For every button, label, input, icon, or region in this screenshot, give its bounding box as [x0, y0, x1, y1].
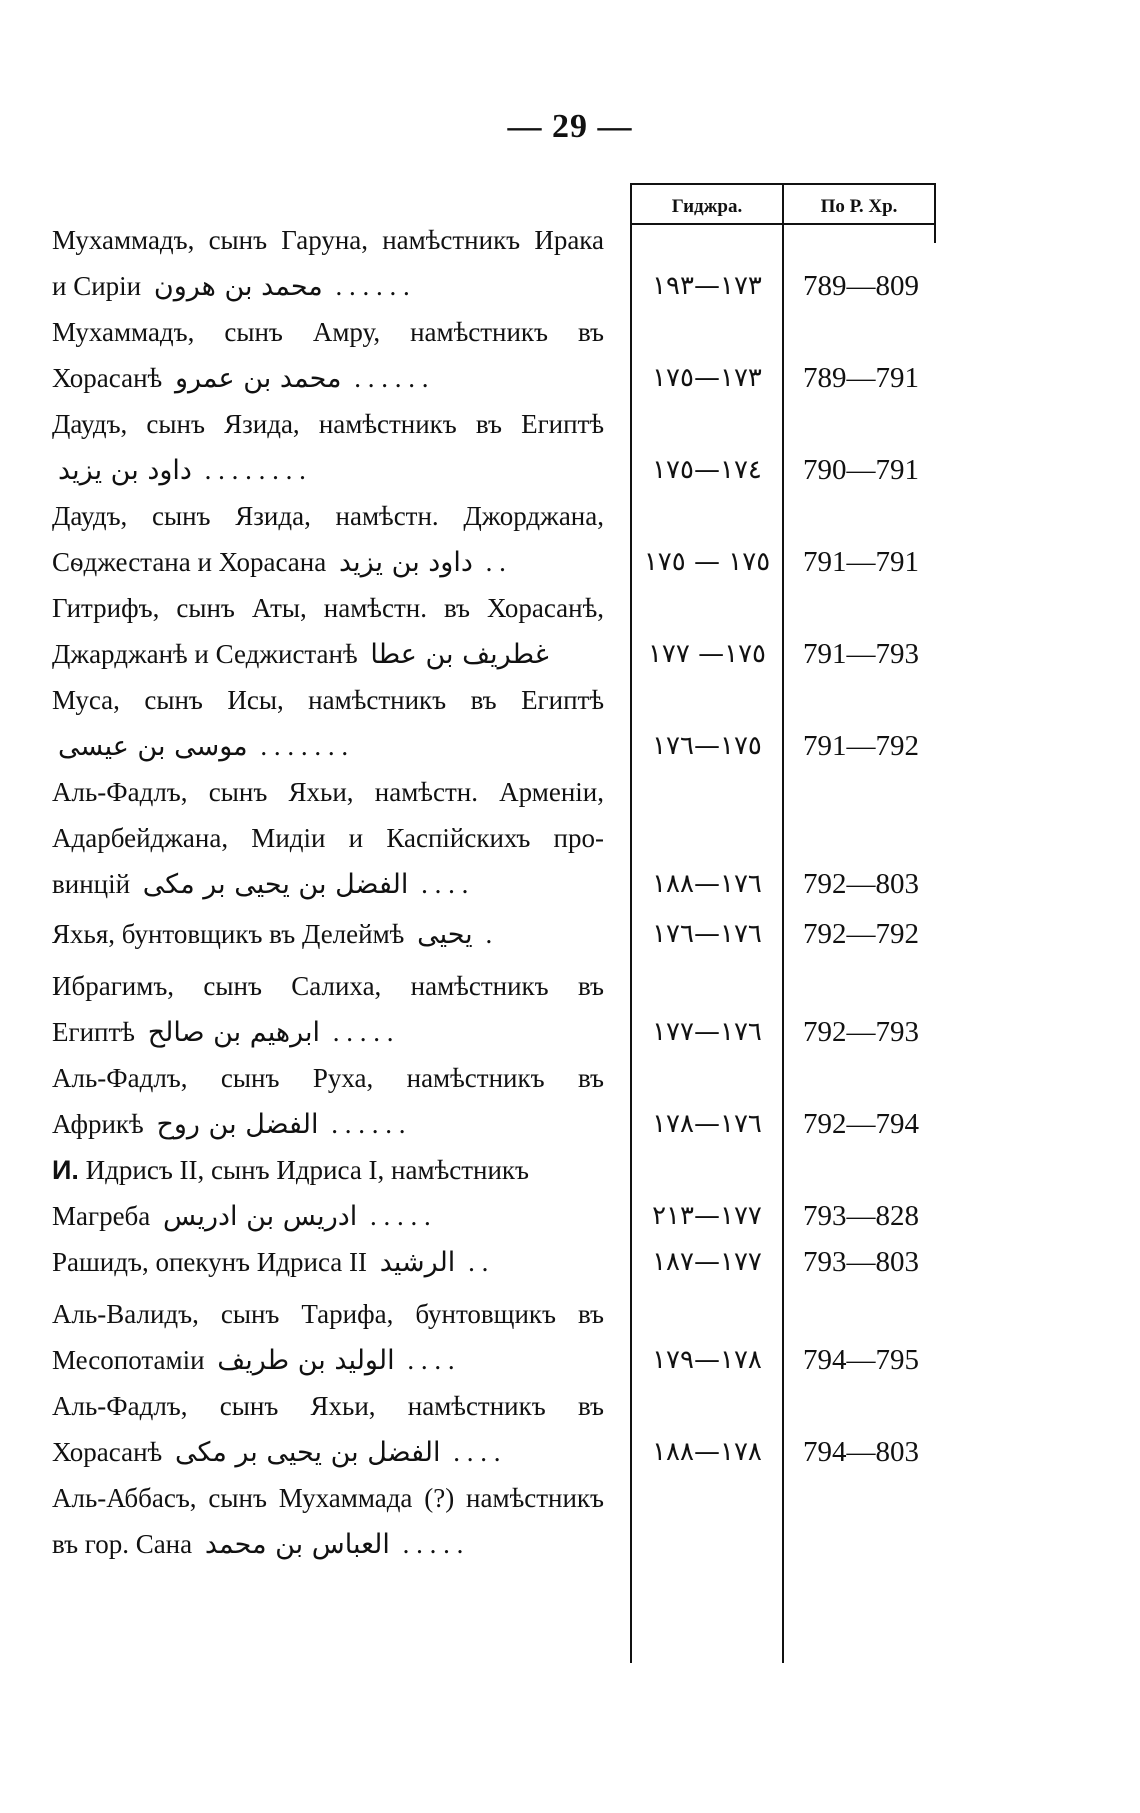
column-header-hijra: Гиджра. [671, 196, 743, 217]
leader-dots: . . [485, 547, 506, 577]
leader-dots: . . . . . . . . [204, 455, 306, 485]
entry-text-line: Ибрагимъ, сынъ Салиха, намѣстникъ въ [52, 971, 604, 1001]
leader-dots: . . . . . . [335, 271, 410, 301]
arabic-name: الفضل بن يحيى بر مكى [142, 869, 409, 900]
entry-text: винцій [52, 869, 131, 899]
hijra-years: ١٧٥—١٧٦ [652, 731, 762, 761]
entry-text: Хорасанѣ [52, 363, 163, 393]
leader-dots: . . . . . [370, 1201, 431, 1231]
entry-text: Магреба [52, 1201, 151, 1231]
leader-dots: . [485, 919, 493, 949]
entry-text: Африкѣ [52, 1109, 144, 1139]
entry-text-line-final [52, 1242, 604, 1283]
leader-dots: . . [468, 1247, 489, 1277]
hijra-years: ١٧٥— ١٧٧ [647, 639, 767, 669]
christian-years: 791—792 [803, 730, 919, 762]
entry-text-line [52, 1150, 604, 1190]
entry-text: Месопотаміи [52, 1345, 205, 1375]
entry-text-line-final [52, 914, 604, 955]
christian-years: 791—791 [803, 546, 919, 578]
entry-text: Рашидъ, опекунъ Идриса II [52, 1247, 367, 1277]
arabic-name: يحيى [417, 919, 473, 950]
entry-text-line: Даудъ, сынъ Язида, намѣстникъ въ Египтѣ [52, 409, 604, 439]
entry-text-line-final [52, 266, 604, 307]
entry-text-line-final [52, 864, 604, 905]
hijra-years: ١٧٦—١٨٨ [652, 869, 762, 899]
entry-text-line: Гитрифъ, сынъ Аты, намѣстн. въ Хорасанѣ, [52, 593, 604, 623]
leader-dots: . . . . . . [354, 363, 429, 393]
leader-dots: . . . . . . . [260, 731, 349, 761]
entry-text-line: Мухаммадъ, сынъ Гаруна, намѣстникъ Ирака [52, 225, 604, 255]
arabic-name: ابرهيم بن صالح [147, 1017, 320, 1048]
christian-years: 792—803 [803, 868, 919, 900]
entry-text-line-final [52, 450, 604, 491]
christian-years: 792—794 [803, 1108, 919, 1140]
entry-text-line-final [52, 1432, 604, 1473]
christian-years: 792—792 [803, 918, 919, 950]
hijra-years: ١٧٨—١٧٩ [652, 1345, 762, 1375]
hijra-years: ١٧٧—١٨٧ [652, 1247, 762, 1277]
entry-text-line-final [52, 634, 604, 675]
entry-lead: И. [52, 1155, 79, 1185]
table-rule-top [630, 183, 936, 185]
christian-years: 793—828 [803, 1200, 919, 1232]
entry-text-line: Даудъ, сынъ Язида, намѣстн. Джорджана, [52, 501, 604, 531]
christian-years: 791—793 [803, 638, 919, 670]
leader-dots: . . . . . . [331, 1109, 406, 1139]
hijra-years: ١٧٦—١٧٨ [652, 1109, 762, 1139]
leader-dots: . . . . [453, 1437, 501, 1467]
hijra-years: ١٧٣—١٧٥ [652, 363, 762, 393]
entry-text-line-final [52, 1524, 604, 1565]
arabic-name: موسى بن عيسى [58, 731, 248, 762]
entry-text-line-final [52, 726, 604, 767]
hijra-years: ١٧٣—١٩٣ [652, 271, 762, 301]
hijra-years: ١٧٤—١٧٥ [652, 455, 762, 485]
entry-text: Идрисъ II, сынъ Идриса I, намѣстникъ [85, 1155, 529, 1185]
entry-text-line-final [52, 358, 604, 399]
entry-text-line: Муса, сынъ Исы, намѣстникъ въ Египтѣ [52, 685, 604, 715]
table-rule-middle [782, 183, 784, 1663]
arabic-name: الفضل بن روح [156, 1109, 319, 1140]
leader-dots: . . . . [407, 1345, 455, 1375]
hijra-years: ١٧٦—١٧٦ [652, 919, 762, 949]
hijra-years: ١٧٥ — ١٧٥ [643, 547, 771, 577]
christian-years: 792—793 [803, 1016, 919, 1048]
arabic-name: داود بن يزيد [58, 455, 192, 486]
table-rule-header [630, 223, 936, 225]
hijra-years: ١٧٧—٢١٣ [652, 1201, 762, 1231]
entry-text: Джарджанѣ и Седжистанѣ [52, 639, 358, 669]
arabic-name: العباس بن محمد [204, 1529, 390, 1560]
christian-years: 793—803 [803, 1246, 919, 1278]
christian-years: 790—791 [803, 454, 919, 486]
entry-text: Сѳджестана и Хорасана [52, 547, 327, 577]
christian-years: 789—809 [803, 270, 919, 302]
entry-text: и Сиріи [52, 271, 142, 301]
entry-text-line: Аль-Валидъ, сынъ Тарифа, бунтовщикъ въ [52, 1299, 604, 1329]
entry-text-line: Аль-Фадлъ, сынъ Яхьи, намѣстн. Арменіи, [52, 777, 604, 807]
christian-years: 794—795 [803, 1344, 919, 1376]
hijra-years: ١٧٨—١٨٨ [652, 1437, 762, 1467]
entry-text-line-final [52, 1196, 604, 1237]
arabic-name: محمد بن هرون [153, 271, 323, 302]
arabic-name: ادريس بن ادريس [163, 1201, 358, 1232]
entry-text-line-final [52, 1340, 604, 1381]
entry-text-line-final [52, 542, 604, 583]
leader-dots: . . . . [421, 869, 469, 899]
entry-text-line-final [52, 1012, 604, 1053]
leader-dots: . . . . . [332, 1017, 394, 1047]
entry-text-line: Адарбейджана, Мидіи и Каспійскихъ про- [52, 823, 604, 853]
table-rule-right [934, 183, 936, 243]
page-number: — 29 — [507, 108, 633, 145]
arabic-name: غطريف بن عطا [370, 639, 549, 670]
entry-text: Яхья, бунтовщикъ въ Делеймѣ [52, 919, 405, 949]
column-header-christ: По Р. Хр. [820, 196, 898, 217]
arabic-name: الفضل بن يحيى بر مكى [174, 1437, 441, 1468]
leader-dots: . . . . . [402, 1529, 464, 1559]
entry-text-line: Мухаммадъ, сынъ Амру, намѣстникъ въ [52, 317, 604, 347]
entry-text: Хорасанѣ [52, 1437, 163, 1467]
entry-text-line: Аль-Аббасъ, сынъ Мухаммада (?) намѣстникъ [52, 1483, 604, 1513]
entry-text-line: Аль-Фадлъ, сынъ Руха, намѣстникъ въ [52, 1063, 604, 1093]
arabic-name: الوليد بن طريف [217, 1345, 395, 1376]
entry-text-line: Аль-Фадлъ, сынъ Яхьи, намѣстникъ въ [52, 1391, 604, 1421]
entry-text: Египтѣ [52, 1017, 135, 1047]
hijra-years: ١٧٦—١٧٧ [652, 1017, 762, 1047]
entry-text: въ гор. Сана [52, 1529, 193, 1559]
arabic-name: داود بن يزيد [338, 547, 473, 578]
entry-text-line-final [52, 1104, 604, 1145]
christian-years: 789—791 [803, 362, 919, 394]
arabic-name: محمد بن عمرو [174, 363, 342, 394]
arabic-name: الرشيد [379, 1247, 456, 1278]
christian-years: 794—803 [803, 1436, 919, 1468]
